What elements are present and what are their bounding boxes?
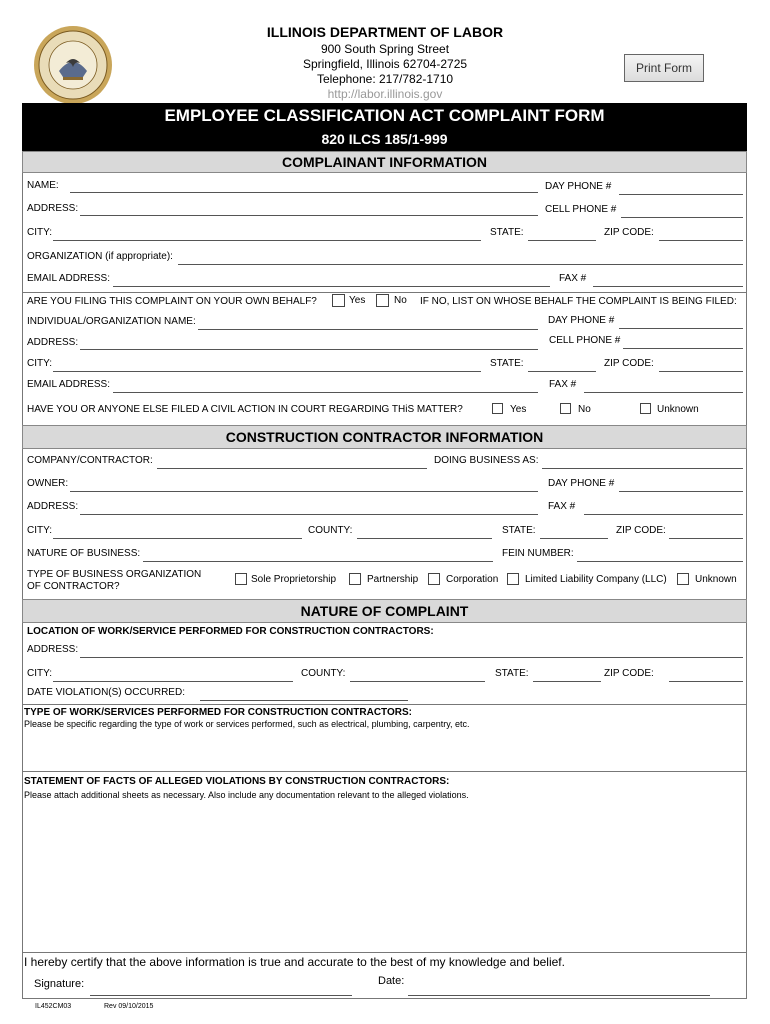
name-label: NAME: [27,180,59,191]
divider [22,292,747,293]
civil-unknown-label: Unknown [657,404,699,415]
telephone: Telephone: 217/782-1710 [316,72,454,86]
company-field[interactable] [157,468,427,469]
cell-phone-2-field[interactable] [623,348,743,349]
address-field[interactable] [80,215,538,216]
facts-heading: STATEMENT OF FACTS OF ALLEGED VIOLATIONS BY CONSTRUCTION CONTRACTORS: [24,776,450,787]
signature-field[interactable] [90,995,352,996]
contractor-address-label: ADDRESS: [27,501,79,512]
facts-textarea[interactable] [24,803,745,947]
location-heading: LOCATION OF WORK/SERVICE PERFORMED FOR CONSTRUCTION CONTRACTORS: [27,626,434,637]
contractor-state-label: STATE: [502,525,536,536]
divider [22,952,747,953]
corporation-checkbox[interactable] [428,573,440,585]
partnership-label: Partnership [367,574,419,585]
address-2-label: ADDRESS: [27,337,79,348]
signature-label: Signature: [34,978,85,990]
owner-label: OWNER: [27,478,69,489]
form-title: EMPLOYEE CLASSIFICATION ACT COMPLAINT FORM [164,106,605,125]
business-type-unknown-label: Unknown [695,574,737,585]
if-no-instruction: IF NO, LIST ON WHOSE BEHALF THE COMPLAINT IS BEING FILED: [420,296,737,307]
form-statute: 820 ILCS 185/1-999 [321,131,448,147]
own-behalf-yes-checkbox[interactable] [332,294,345,307]
company-label: COMPANY/CONTRACTOR: [27,455,153,466]
contractor-zip-field[interactable] [669,538,743,539]
work-city-field[interactable] [53,681,293,682]
work-address-field[interactable] [80,657,743,658]
sole-proprietorship-checkbox[interactable] [235,573,247,585]
work-state-field[interactable] [533,681,601,682]
type-work-heading: TYPE OF WORK/SERVICES PERFORMED FOR CONSTRUCTION CONTRACTORS: [24,707,412,718]
work-city-label: CITY: [27,668,53,679]
work-zip-field[interactable] [669,681,743,682]
address-label: ADDRESS: [27,203,79,214]
department-name: ILLINOIS DEPARTMENT OF LABOR [266,24,504,40]
print-form-button[interactable]: Print Form [624,54,704,82]
title-bar [22,103,747,151]
day-phone-2-label: DAY PHONE # [548,315,615,326]
work-zip-label: ZIP CODE: [604,668,654,679]
contractor-fax-label: FAX # [548,501,576,512]
zip-2-field[interactable] [659,371,743,372]
contractor-fax-field[interactable] [584,514,743,515]
civil-yes-checkbox[interactable] [492,403,503,414]
email-2-field[interactable] [113,392,538,393]
divider [22,771,747,772]
contractor-day-phone-field[interactable] [619,491,743,492]
cell-phone-field[interactable] [621,217,743,218]
business-type-label-line1: TYPE OF BUSINESS ORGANIZATION [27,569,202,580]
contractor-zip-label: ZIP CODE: [616,525,666,536]
work-county-label: COUNTY: [301,668,346,679]
day-phone-field[interactable] [619,194,743,195]
day-phone-label: DAY PHONE # [545,181,612,192]
work-address-label: ADDRESS: [27,644,79,655]
contractor-county-field[interactable] [357,538,492,539]
zip-field[interactable] [659,240,743,241]
city-field[interactable] [53,240,481,241]
dba-label: DOING BUSINESS AS: [434,455,539,466]
complaint-heading: NATURE OF COMPLAINT [22,599,747,623]
email-2-label: EMAIL ADDRESS: [27,379,110,390]
state-2-field[interactable] [528,371,596,372]
fein-label: FEIN NUMBER: [502,548,574,559]
facts-note: Please attach additional sheets as necessary. Also include any documentation relevant to the alleged violations. [24,790,469,800]
owner-field[interactable] [70,491,538,492]
email-label: EMAIL ADDRESS: [27,273,110,284]
contractor-day-phone-label: DAY PHONE # [548,478,615,489]
city-label: CITY: [27,227,53,238]
zip-label: ZIP CODE: [604,227,654,238]
work-county-field[interactable] [350,681,485,682]
organization-label: ORGANIZATION (if appropriate): [27,251,173,262]
dba-field[interactable] [542,468,743,469]
zip-2-label: ZIP CODE: [604,358,654,369]
nature-business-field[interactable] [143,561,493,562]
type-work-textarea[interactable] [24,732,745,770]
llc-label: Limited Liability Company (LLC) [525,574,667,585]
organization-field[interactable] [178,264,743,265]
civil-yes-label: Yes [510,404,527,415]
divider [22,704,747,705]
name-field[interactable] [70,192,538,193]
email-field[interactable] [113,286,550,287]
civil-no-checkbox[interactable] [560,403,571,414]
own-behalf-question: ARE YOU FILING THIS COMPLAINT ON YOUR OWN BEHALF? [27,296,317,307]
nature-business-label: NATURE OF BUSINESS: [27,548,141,559]
civil-action-question: HAVE YOU OR ANYONE ELSE FILED A CIVIL ACTION IN COURT REGARDING THiS MATTER? [27,404,463,415]
work-state-label: STATE: [495,668,529,679]
business-type-unknown-checkbox[interactable] [677,573,689,585]
own-behalf-yes-label: Yes [349,295,366,306]
contractor-address-field[interactable] [80,514,538,515]
civil-no-label: No [578,404,591,415]
type-work-note: Please be specific regarding the type of work or services performed, such as electrical, plumbing, carpentry, etc. [24,719,470,729]
date-violation-field[interactable] [200,700,408,701]
street-address: 900 South Spring Street [320,42,450,56]
complainant-heading: COMPLAINANT INFORMATION [22,151,747,173]
fax-2-field[interactable] [584,392,743,393]
contractor-state-field[interactable] [540,538,608,539]
date-label: Date: [378,975,405,987]
llc-checkbox[interactable] [507,573,519,585]
cell-phone-label: CELL PHONE # [545,204,617,215]
fax-2-label: FAX # [549,379,577,390]
city-2-label: CITY: [27,358,53,369]
corporation-label: Corporation [446,574,499,585]
state-2-label: STATE: [490,358,524,369]
address-2-field[interactable] [80,349,538,350]
contractor-county-label: COUNTY: [308,525,353,536]
form-id: IL452CM03 [35,1003,72,1010]
sole-proprietorship-label: Sole Proprietorship [251,574,337,585]
indiv-org-name-field[interactable] [198,329,538,330]
state-label: STATE: [490,227,524,238]
own-behalf-no-label: No [394,295,407,306]
business-type-label-line2: OF CONTRACTOR? [27,581,120,592]
indiv-org-name-label: INDIVIDUAL/ORGANIZATION NAME: [27,316,196,327]
fein-field[interactable] [577,561,743,562]
city-address: Springfield, Illinois 62704-2725 [302,57,468,71]
contractor-heading: CONSTRUCTION CONTRACTOR INFORMATION [22,425,747,449]
state-field[interactable] [528,240,596,241]
city-2-field[interactable] [53,371,481,372]
fax-field[interactable] [593,286,743,287]
revision-date: Rev 09/10/2015 [104,1003,154,1010]
contractor-city-field[interactable] [53,538,302,539]
day-phone-2-field[interactable] [619,328,743,329]
date-violation-label: DATE VIOLATION(S) OCCURRED: [27,687,185,698]
own-behalf-no-checkbox[interactable] [376,294,389,307]
civil-unknown-checkbox[interactable] [640,403,651,414]
website: http://labor.illinois.gov [327,87,443,101]
certification-statement: I hereby certify that the above information is true and accurate to the best of my knowledge and belief. [24,955,565,969]
fax-label: FAX # [559,273,587,284]
date-field[interactable] [408,995,710,996]
contractor-city-label: CITY: [27,525,53,536]
cell-phone-2-label: CELL PHONE # [549,335,621,346]
partnership-checkbox[interactable] [349,573,361,585]
